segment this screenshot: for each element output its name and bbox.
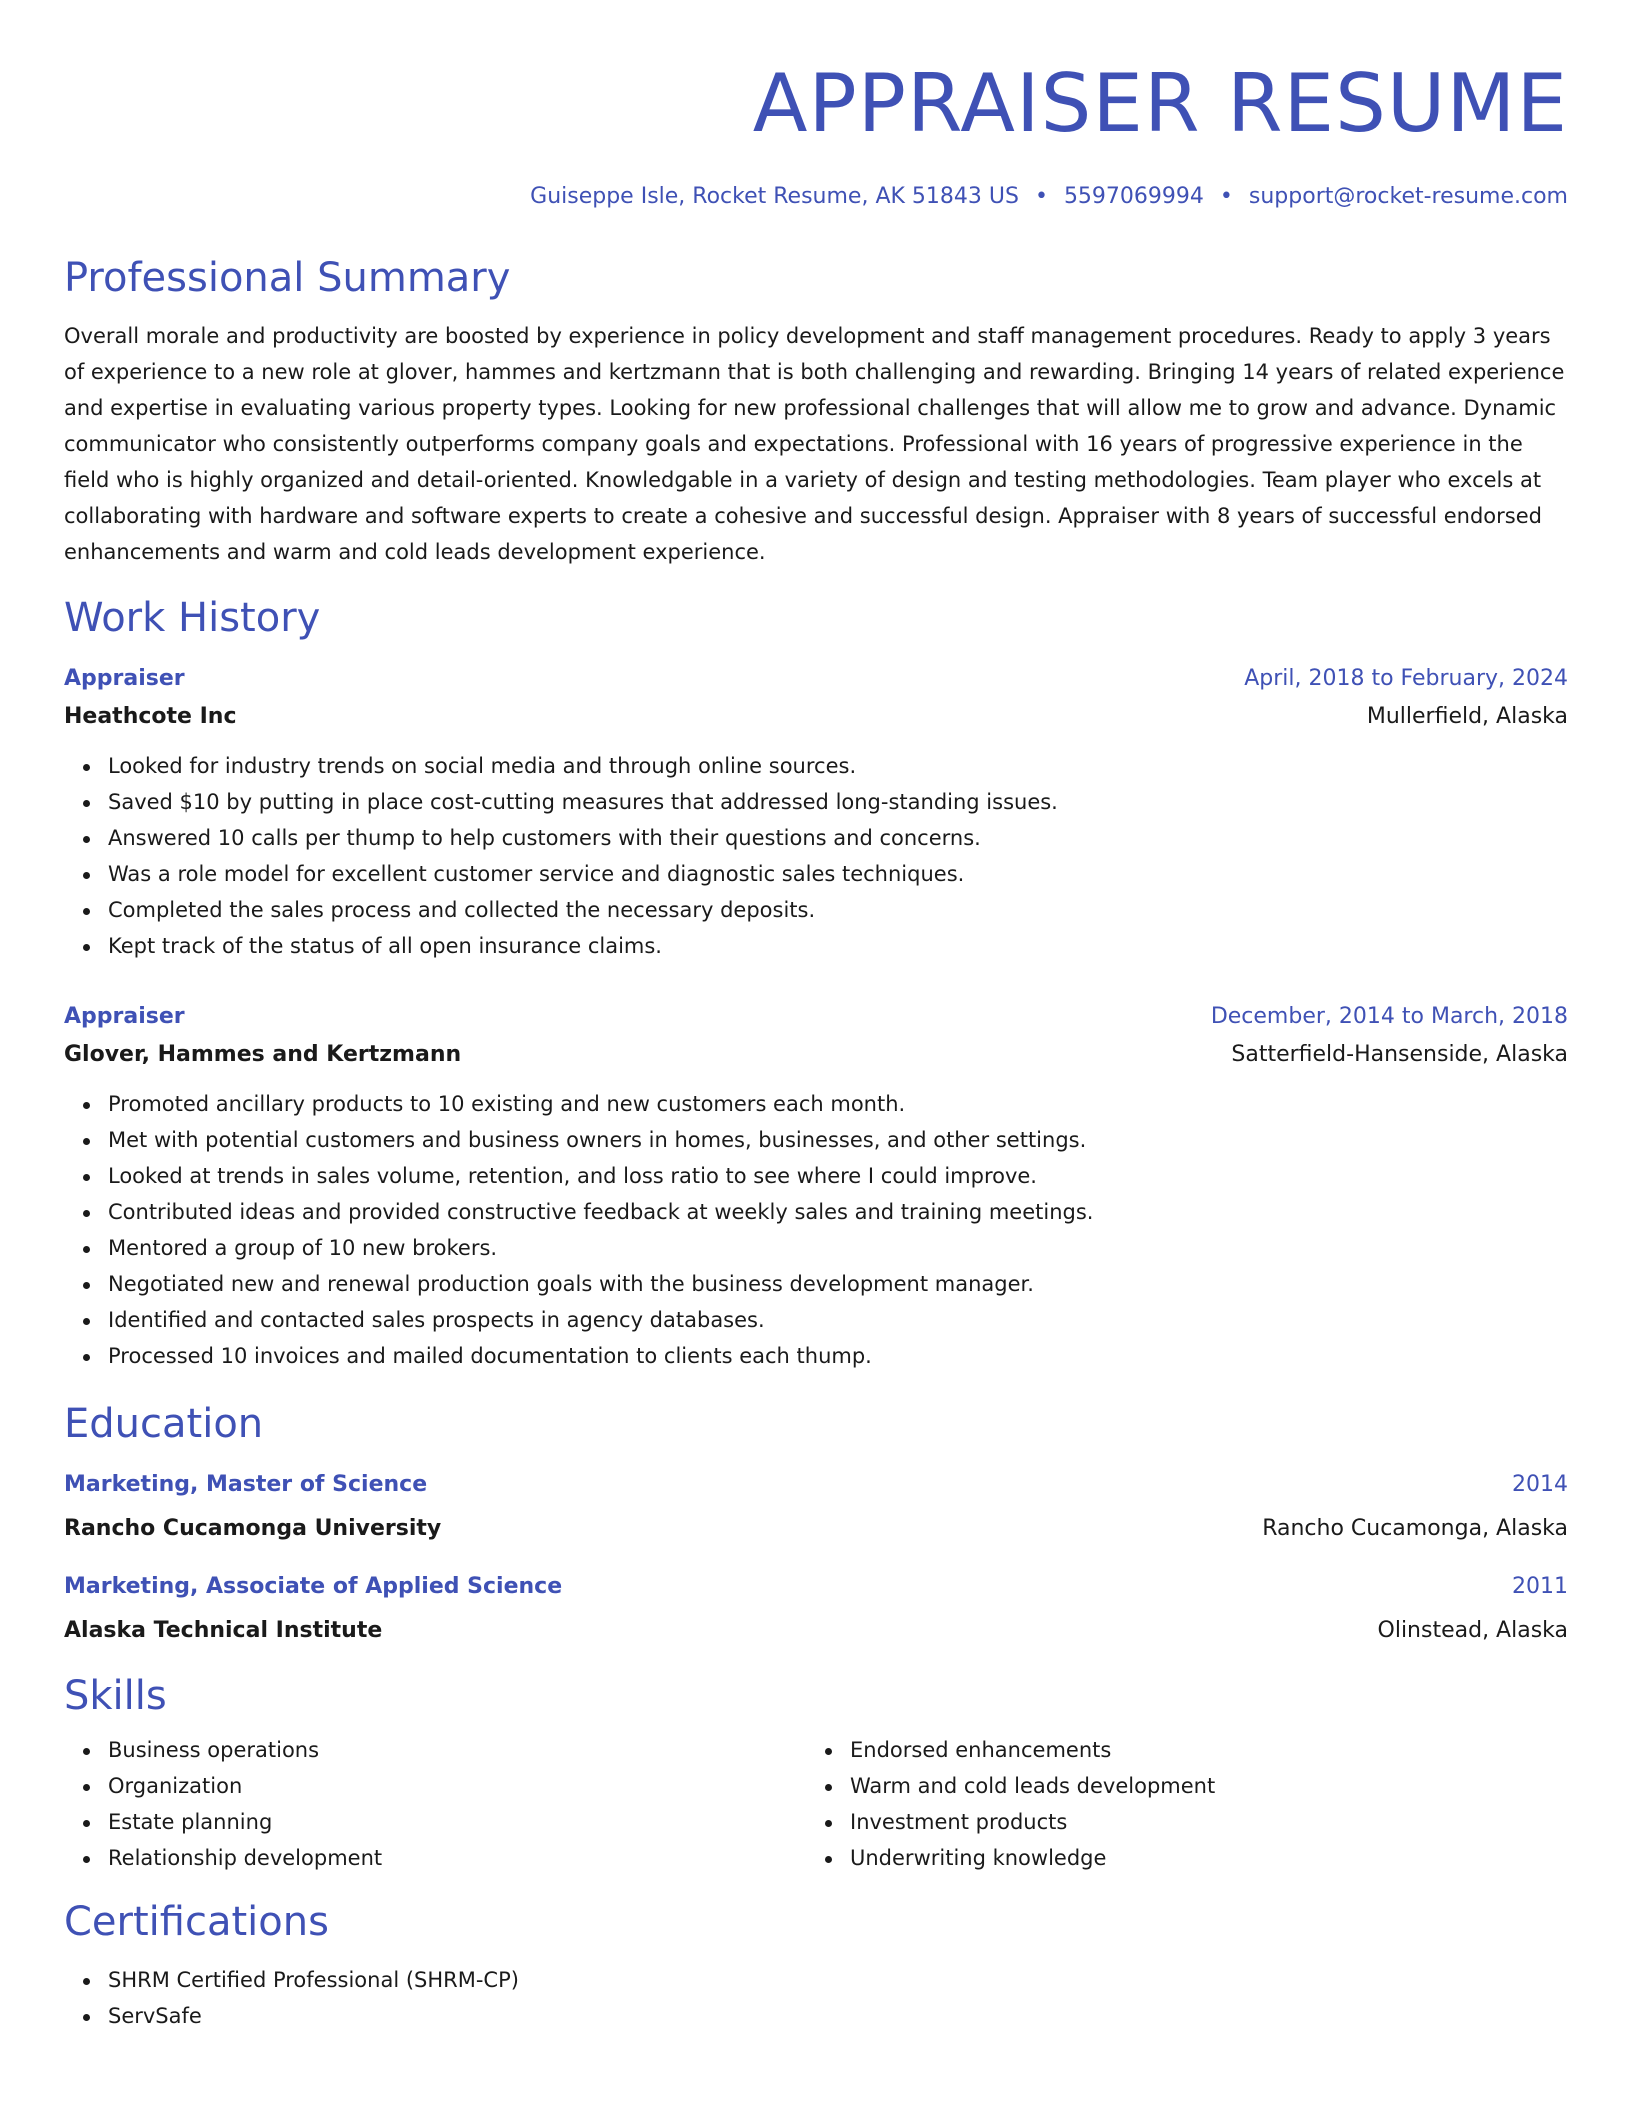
list-item: Processed 10 invoices and mailed documentation to clients each thump.: [108, 1338, 1568, 1374]
summary-text: Overall morale and productivity are boosted by experience in policy development and staff management procedures. Ready to apply 3 years of experience to a new role at glover, hammes and kertzmann that is both challenging and rewarding. Bringing 14 years of related experience and expertise in evaluating various property types. Looking for new professional challenges that will allow me to grow and advance. Dynamic communicator who consistently outperforms company goals and expectations. Professional with 16 years of progressive experience in the field who is highly organized and detail-oriented. Knowledgable in a variety of design and testing methodologies. Team player who excels at collaborating with hardware and software experts to create a cohesive and successful design. Appraiser with 8 years of successful endorsed enhancements and warm and cold leads development experience.: [64, 324, 1565, 564]
school-location: Olinstead, Alaska: [1377, 1618, 1568, 1643]
education-entry: [64, 1470, 1568, 1544]
contact-email: support@rocket-resume.com: [1248, 184, 1568, 209]
list-item: Underwriting knowledge: [850, 1840, 1548, 1876]
skills-section: [64, 1672, 1568, 1876]
skills-grid: [64, 1732, 1568, 1876]
list-item: Completed the sales process and collected the necessary deposits.: [108, 892, 1568, 928]
contact-address: Guiseppe Isle, Rocket Resume, AK 51843 US: [530, 184, 1019, 209]
work-history-section: [64, 594, 1568, 1374]
summary-heading: Professional Summary: [64, 255, 511, 301]
job-title: Appraiser: [64, 1004, 185, 1029]
summary-section: [64, 254, 1568, 570]
separator-dot: •: [1219, 184, 1233, 209]
list-item: Relationship development: [108, 1840, 806, 1876]
skills-heading: Skills: [64, 1673, 167, 1719]
graduation-year: 2011: [1512, 1574, 1568, 1599]
list-item: Negotiated new and renewal production goals with the business development manager.: [108, 1266, 1568, 1302]
job-bullets: [64, 1086, 1568, 1374]
school-location: Rancho Cucamonga, Alaska: [1262, 1516, 1568, 1541]
skills-column-right: [806, 1732, 1548, 1876]
list-item: Business operations: [108, 1732, 806, 1768]
list-item: Warm and cold leads development: [850, 1768, 1548, 1804]
resume-title: APPRAISER RESUME: [752, 57, 1568, 150]
graduation-year: 2014: [1512, 1472, 1568, 1497]
list-item: Promoted ancillary products to 10 existing and new customers each month.: [108, 1086, 1568, 1122]
list-item: Identified and contacted sales prospects in agency databases.: [108, 1302, 1568, 1338]
separator-dot: •: [1034, 184, 1048, 209]
work-history-heading: Work History: [64, 595, 321, 641]
education-heading: Education: [64, 1401, 264, 1447]
list-item: Contributed ideas and provided constructive feedback at weekly sales and training meetings.: [108, 1194, 1568, 1230]
certifications-section: [64, 1898, 1568, 2034]
list-item: Saved $10 by putting in place cost-cutting measures that addressed long-standing issues.: [108, 784, 1568, 820]
degree: Marketing, Master of Science: [64, 1472, 428, 1497]
school-name: Rancho Cucamonga University: [64, 1516, 442, 1541]
skills-column-left: [64, 1732, 806, 1876]
list-item: Investment products: [850, 1804, 1548, 1840]
list-item: Endorsed enhancements: [850, 1732, 1548, 1768]
degree: Marketing, Associate of Applied Science: [64, 1574, 563, 1599]
list-item: Was a role model for excellent customer service and diagnostic sales techniques.: [108, 856, 1568, 892]
job-title: Appraiser: [64, 666, 185, 691]
contact-line: [64, 182, 1568, 212]
job-company: Glover, Hammes and Kertzmann: [64, 1042, 462, 1067]
school-name: Alaska Technical Institute: [64, 1618, 383, 1643]
job-location: Mullerfield, Alaska: [1366, 704, 1568, 729]
contact-phone: 5597069994: [1063, 184, 1204, 209]
list-item: Mentored a group of 10 new brokers.: [108, 1230, 1568, 1266]
job-entry: [64, 1002, 1568, 1374]
list-item: Estate planning: [108, 1804, 806, 1840]
education-section: [64, 1400, 1568, 1646]
list-item: SHRM Certified Professional (SHRM-CP): [108, 1962, 1568, 1998]
job-location: Satterfield-Hansenside, Alaska: [1231, 1042, 1568, 1067]
education-entry: [64, 1572, 1568, 1646]
list-item: Looked for industry trends on social media and through online sources.: [108, 748, 1568, 784]
certifications-list: [64, 1962, 1568, 2034]
job-dates: December, 2014 to March, 2018: [1210, 1004, 1568, 1029]
job-entry: [64, 664, 1568, 964]
job-dates: April, 2018 to February, 2024: [1244, 666, 1568, 691]
job-company: Heathcote Inc: [64, 704, 237, 729]
list-item: Kept track of the status of all open insurance claims.: [108, 928, 1568, 964]
list-item: Looked at trends in sales volume, retention, and loss ratio to see where I could improve.: [108, 1158, 1568, 1194]
list-item: Met with potential customers and business owners in homes, businesses, and other settings.: [108, 1122, 1568, 1158]
list-item: Organization: [108, 1768, 806, 1804]
list-item: Answered 10 calls per thump to help customers with their questions and concerns.: [108, 820, 1568, 856]
certifications-heading: Certifications: [64, 1899, 329, 1945]
job-bullets: [64, 748, 1568, 964]
list-item: ServSafe: [108, 1998, 1568, 2034]
